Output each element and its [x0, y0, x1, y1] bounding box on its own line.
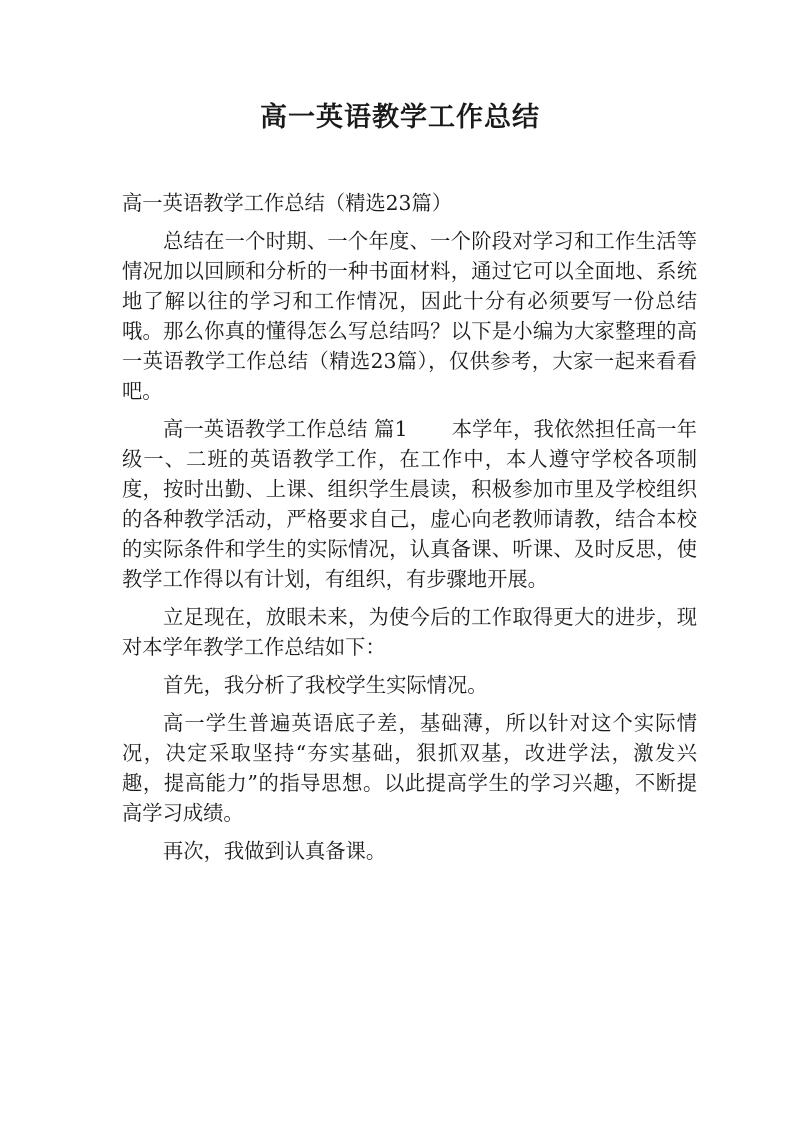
- document-body: [122, 188, 697, 874]
- body-paragraph: 再次，我做到认真备课。: [163, 839, 387, 863]
- article-1-heading: 高一英语教学工作总结 篇1: [163, 417, 408, 441]
- document-subtitle: 高一英语教学工作总结（精选23篇）: [122, 191, 453, 215]
- body-paragraph: 立足现在，放眼未来，为使今后的工作取得更大的进步，现对本学年教学工作总结如下：: [122, 605, 697, 659]
- article-1-paragraph: [122, 414, 697, 594]
- body-paragraph: 高一学生普遍英语底子差，基础薄，所以针对这个实际情况，决定采取坚持“夯实基础，狠抓双基，改进学法，激发兴趣，提高能力”的指导思想。以此提高学生的学习兴趣，不断提高学习成绩。: [122, 711, 697, 825]
- body-paragraph: 首先，我分析了我校学生实际情况。: [163, 673, 488, 697]
- article-1-text: 本学年，我依然担任高一年级一、二班的英语教学工作，在工作中，本人遵守学校各项制度，按时出勤、上课、组织学生晨读，积极参加市里及学校组织的各种教学活动，严格要求自己，虚心向老教师请教，结合本校的实际条件和学生的实际情况，认真备课、听课、及时反思，使教学工作得以有计划，有组织，有步骤地开展。: [122, 417, 697, 591]
- document-title: 高一英语教学工作总结: [260, 102, 540, 133]
- intro-paragraph: 总结在一个时期、一个年度、一个阶段对学习和工作生活等情况加以回顾和分析的一种书面材料，通过它可以全面地、系统地了解以往的学习和工作情况，因此十分有必须要写一份总结哦。那么你真的懂得怎么写总结吗？以下是小编为大家整理的高一英语教学工作总结（精选23篇），仅供参考，大家一起来看看吧。: [122, 229, 697, 403]
